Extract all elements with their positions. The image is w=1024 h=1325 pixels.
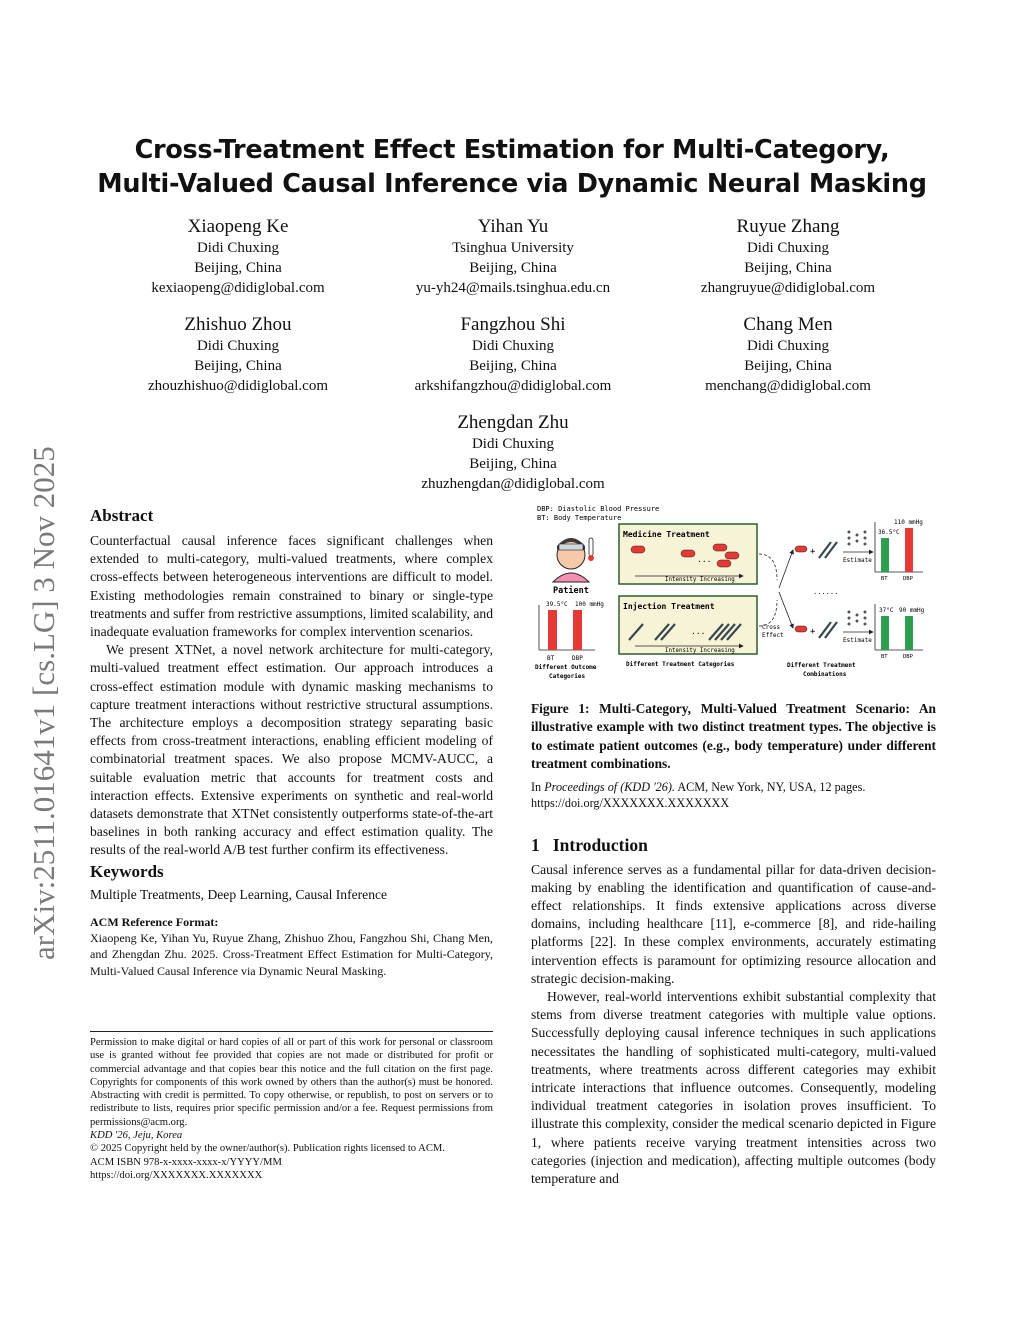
author-block [638,216,938,298]
patient-label: Patient [553,586,589,596]
isbn-text: ACM ISBN 978-x-xxxx-xxxx-x/YYYY/MM [90,1156,282,1168]
patient-bt-label: BT [547,655,555,662]
author-block [88,216,388,298]
author-email[interactable]: yu-yh24@mails.tsinghua.edu.cn [415,280,611,296]
medicine-ellipsis: ... [697,555,712,564]
outcome-categories-1: Different Outcome [535,664,597,671]
author-email[interactable]: kexiaopeng@didiglobal.com [151,280,325,296]
author-block [638,314,938,396]
network-icon [848,531,867,546]
author-block [88,314,388,396]
proceedings-italic: Proceedings of (KDD '26). [544,779,675,794]
figure-1 [531,500,936,685]
treatment-categories-label: Different Treatment Categories [626,661,735,668]
patient-bt-value: 39.5°C [546,601,568,608]
patient-dbp-bar [573,610,582,650]
acm-reference-text: Xiaopeng Ke, Yihan Yu, Ruyue Zhang, Zhishuo Zhou, Fangzhou Shi, Chang Men, and Zhengdan Zhu. 2025. Cross-Treatment Effect Estimation for Multi-Category, Multi-Valued Causal Inference via Dynamic Neural Masking. [90,930,493,978]
author-location: Beijing, China [469,456,557,472]
combination-dots: ...... [813,588,839,596]
connector-arrow [759,554,777,580]
figure-caption: Figure 1: Multi-Category, Multi-Valued Treatment Scenario: An illustrative example with two distinct treatment types. The objective is to estimate patient outcomes (e.g., body temperature) under different treatment combinations. [531,701,936,772]
bottom-dbp-bar [905,616,913,650]
copyright-text: © 2025 Copyright held by the owner/author(s). Publication rights licensed to ACM. [90,1143,445,1155]
author-location: Beijing, China [744,358,832,374]
legend-bt: BT: Body Temperature [537,514,622,522]
top-bt-value: 36.5°C [878,529,900,536]
plus-symbol: + [810,627,816,637]
network-icon [848,611,867,626]
title-line-2: Multi-Valued Causal Inference via Dynamic Neural Masking [97,169,927,199]
author-email[interactable]: zhouzhishuo@didiglobal.com [147,378,329,394]
author-block [363,412,663,494]
author-email[interactable]: zhangruyue@didiglobal.com [700,280,876,296]
arxiv-sidebar: arXiv:2511.01641v1 [cs.LG] 3 Nov 2025 [26,446,61,960]
venue-text: KDD '26, Jeju, Korea [90,1130,183,1142]
abstract-heading: Abstract [90,506,154,525]
combination-bottom [795,611,873,645]
keywords-text: Multiple Treatments, Deep Learning, Causal Inference [90,886,388,902]
top-bt-bar [881,538,889,572]
abstract-paragraph-2: We present XTNet, a novel network architecture for multi-category, multi-valued treatment effect estimation. Our approach introduces a cross-effect estimation module with dynamic masking mechanisms to capture treatment interactions without restrictive structural assumptions. The architecture employs a decomposition strategy separating basic effects from cross-treatment interactions, enabling efficient modeling of combinatorial treatment spaces. We also propose MCMV-AUCC, a suitable evaluation metric that accounts for treatment costs and interaction effects. Extensive experiments on synthetic and real-world datasets demonstrate that XTNet consistently outperforms state-of-the-art baselines in both ranking accuracy and effect estimation quality. The results of the real-world A/B test further confirm its effectiveness. [90,642,493,858]
abstract-paragraph-1: Counterfactual causal inference faces significant challenges when extended to multi-category, multi-valued treatments, where complex cross-effects between heterogeneous interventions are difficult to model. Existing methodologies remain constrained to binary or single-type treatments and suffer from restrictive assumptions, limited scalability, and inadequate evaluation frameworks for complex intervention scenarios. [90,533,493,640]
author-email[interactable]: arkshifangzhou@didiglobal.com [414,378,612,394]
permission-block [90,1036,493,1182]
author-block [363,314,663,396]
injection-label: Injection Treatment [623,602,715,611]
introduction-title: Introduction [552,834,648,855]
author-name: Chang Men [743,314,833,335]
injection-intensity: Intensity Increasing [665,648,735,654]
author-email[interactable]: zhuzhengdan@didiglobal.com [421,476,605,492]
top-bt-label: BT [881,576,888,582]
outcome-categories-2: Categories [549,673,586,680]
bottom-bt-value: 37°C [879,607,894,614]
title-line-1: Cross-Treatment Effect Estimation for Multi-Category, [134,135,890,165]
proceedings-line [531,779,936,811]
author-affiliation: Didi Chuxing [471,436,555,452]
left-column [90,506,493,979]
patient-dbp-value: 100 mmHg [575,601,604,608]
author-location: Beijing, China [744,260,832,276]
author-affiliation: Tsinghua University [452,240,574,256]
right-column [531,700,936,1188]
introduction-paragraph-2: However, real-world interventions exhibit substantial complexity that stems from diverse treatment categories with multiple value options. Successfully deploying causal inference techniques in such applications necessitates the handling of sophisticated multi-category, multi-valued treatments, where treatments across different categories may exhibit intricate interactions that influence outcomes. Consequently, modeling individual treatment categories in isolation proves insufficient. To illustrate this complexity, consider the medical scenario depicted in Figure 1, where patients receive varying treatment intensities across two categories (injection and medication), affecting multiple outcomes (body temperature and [531,989,936,1187]
patient-icon [553,538,594,582]
proceedings-pre: In [531,779,545,794]
estimate-label-bottom: Estimate [843,637,872,644]
estimate-label-top: Estimate [843,557,872,564]
bottom-dbp-value: 90 mmHg [899,607,925,614]
bottom-dbp-label: DBP [903,654,913,660]
introduction-heading [531,835,936,856]
connector-arrow [759,600,777,626]
author-location: Beijing, China [194,260,282,276]
medicine-intensity: Intensity Increasing [665,577,735,583]
author-name: Fangzhou Shi [460,314,566,335]
top-dbp-label: DBP [903,576,913,582]
acm-reference-heading: ACM Reference Format: [90,914,219,929]
cross-effect-label-1: Cross [762,624,781,631]
top-dbp-value: 110 mmHg [894,519,923,526]
patient-dbp-label: DBP [572,655,583,662]
medicine-label: Medicine Treatment [623,530,710,539]
doi-link[interactable]: https://doi.org/XXXXXXX.XXXXXXX [90,1169,263,1181]
author-name: Xiaopeng Ke [187,216,289,237]
author-location: Beijing, China [194,358,282,374]
combinations-label-1: Different Treatment [787,662,856,669]
author-affiliation: Didi Chuxing [196,240,280,256]
author-affiliation: Didi Chuxing [746,240,830,256]
introduction-paragraph-1: Causal inference serves as a fundamental pillar for data-driven decision-making by enabling the identification and quantification of cause-and-effect relationships. It finds extensive applications across diverse domains, including healthcare [11], e-commerce [8], and ride-hailing platforms [22]. In these complex environments, accurately estimating intervention effects is paramount for optimizing resource allocation and strategic decision-making. [531,861,936,986]
combination-top [795,531,873,565]
author-name: Zhengdan Zhu [457,412,569,433]
author-affiliation: Didi Chuxing [471,338,555,354]
proceedings-post: ACM, New York, NY, USA, 12 pages. https://doi.org/XXXXXXX.XXXXXXX [531,779,866,810]
author-location: Beijing, China [469,260,557,276]
combinations-label-2: Combinations [803,671,847,678]
author-block [363,216,663,298]
author-affiliation: Didi Chuxing [196,338,280,354]
injection-ellipsis: ... [691,627,706,636]
introduction-number: 1 [531,834,540,855]
patient-bt-bar [548,610,557,650]
author-email[interactable]: menchang@didiglobal.com [705,378,871,394]
bottom-bt-label: BT [881,654,888,660]
legend-dbp: DBP: Diastolic Blood Pressure [537,505,660,513]
permission-text: Permission to make digital or hard copies of all or part of this work for personal or classroom use is granted without fee provided that copies are not made or distributed for profit or commercial advantage and that copies bear this notice and the full citation on the first page. Copyrights for components of this work owned by others than the author(s) must be honored. Abstracting with credit is permitted. To copy otherwise, or republish, to post on servers or to redistribute to lists, requires prior specific permission and/or a fee. Request permissions from permissions@acm.org. [90,1037,493,1128]
footnote-rule [90,1031,493,1032]
paper-title [0,133,1024,201]
top-dbp-bar [905,528,913,572]
author-affiliation: Didi Chuxing [746,338,830,354]
author-name: Zhishuo Zhou [184,314,292,335]
plus-symbol: + [810,547,816,557]
author-name: Ruyue Zhang [736,216,840,237]
bottom-bt-bar [881,616,889,650]
cross-effect-label-2: Effect [762,632,784,639]
author-name: Yihan Yu [477,216,549,237]
keywords-heading: Keywords [90,861,164,881]
author-location: Beijing, China [469,358,557,374]
